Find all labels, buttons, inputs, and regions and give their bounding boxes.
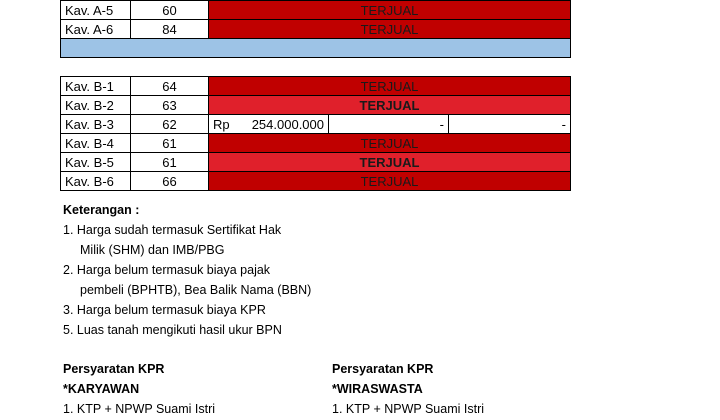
note-item: 3. Harga belum termasuk biaya KPR bbox=[63, 303, 266, 317]
kpr-wiraswasta-section bbox=[332, 359, 484, 419]
kavling-cell: Kav. B-4 bbox=[61, 134, 131, 153]
price-table bbox=[60, 0, 571, 191]
luas-cell: 84 bbox=[131, 20, 209, 39]
kpr-karyawan-section bbox=[63, 359, 215, 419]
table-row bbox=[61, 172, 571, 191]
kpr-title: Persyaratan KPR bbox=[63, 362, 165, 376]
luas-cell: 64 bbox=[131, 77, 209, 96]
luas-cell: 66 bbox=[131, 172, 209, 191]
gap-row bbox=[61, 58, 571, 77]
kavling-cell: Kav. B-1 bbox=[61, 77, 131, 96]
kpr-requirement: 1. KTP + NPWP Suami Istri bbox=[63, 402, 216, 416]
table-row bbox=[61, 77, 571, 96]
table-row bbox=[61, 134, 571, 153]
note-item: 5. Luas tanah mengikuti hasil ukur BPN bbox=[63, 323, 282, 337]
separator-row bbox=[61, 39, 571, 58]
luas-cell: 63 bbox=[131, 96, 209, 115]
kavling-cell: Kav. B-2 bbox=[61, 96, 131, 115]
status-cell: TERJUAL bbox=[209, 1, 571, 20]
status-cell: TERJUAL bbox=[209, 172, 571, 191]
luas-cell: 61 bbox=[131, 134, 209, 153]
status-cell: TERJUAL bbox=[209, 96, 571, 115]
kavling-cell: Kav. A-5 bbox=[61, 1, 131, 20]
kpr-title: Persyaratan KPR bbox=[332, 362, 434, 376]
status-cell: TERJUAL bbox=[209, 77, 571, 96]
luas-cell: 61 bbox=[131, 153, 209, 172]
price-cell bbox=[209, 115, 329, 134]
empty-value-cell: - bbox=[449, 115, 571, 134]
keterangan-title: Keterangan : bbox=[63, 203, 140, 217]
table-row bbox=[61, 115, 571, 134]
keterangan-section bbox=[63, 200, 311, 340]
kpr-requirement: 1. KTP + NPWP Suami Istri bbox=[332, 402, 485, 416]
kavling-cell: Kav. B-5 bbox=[61, 153, 131, 172]
status-cell: TERJUAL bbox=[209, 153, 571, 172]
luas-cell: 60 bbox=[131, 1, 209, 20]
price-amount: 254.000.000 bbox=[251, 116, 324, 132]
kavling-cell: Kav. A-6 bbox=[61, 20, 131, 39]
price-currency: Rp bbox=[213, 116, 230, 132]
kpr-subtitle: *KARYAWAN bbox=[63, 382, 140, 396]
table-row bbox=[61, 96, 571, 115]
table-row bbox=[61, 153, 571, 172]
status-cell: TERJUAL bbox=[209, 20, 571, 39]
table-row bbox=[61, 1, 571, 20]
note-item-continued: Milik (SHM) dan IMB/PBG bbox=[80, 243, 225, 257]
kpr-subtitle: *WIRASWASTA bbox=[332, 382, 423, 396]
note-item-continued: pembeli (BPHTB), Bea Balik Nama (BBN) bbox=[80, 283, 312, 297]
table-row bbox=[61, 20, 571, 39]
status-cell: TERJUAL bbox=[209, 134, 571, 153]
note-item: 1. Harga sudah termasuk Sertifikat Hak bbox=[63, 223, 282, 237]
note-item: 2. Harga belum termasuk biaya pajak bbox=[63, 263, 271, 277]
kavling-cell: Kav. B-3 bbox=[61, 115, 131, 134]
luas-cell: 62 bbox=[131, 115, 209, 134]
empty-value-cell: - bbox=[329, 115, 449, 134]
kavling-cell: Kav. B-6 bbox=[61, 172, 131, 191]
